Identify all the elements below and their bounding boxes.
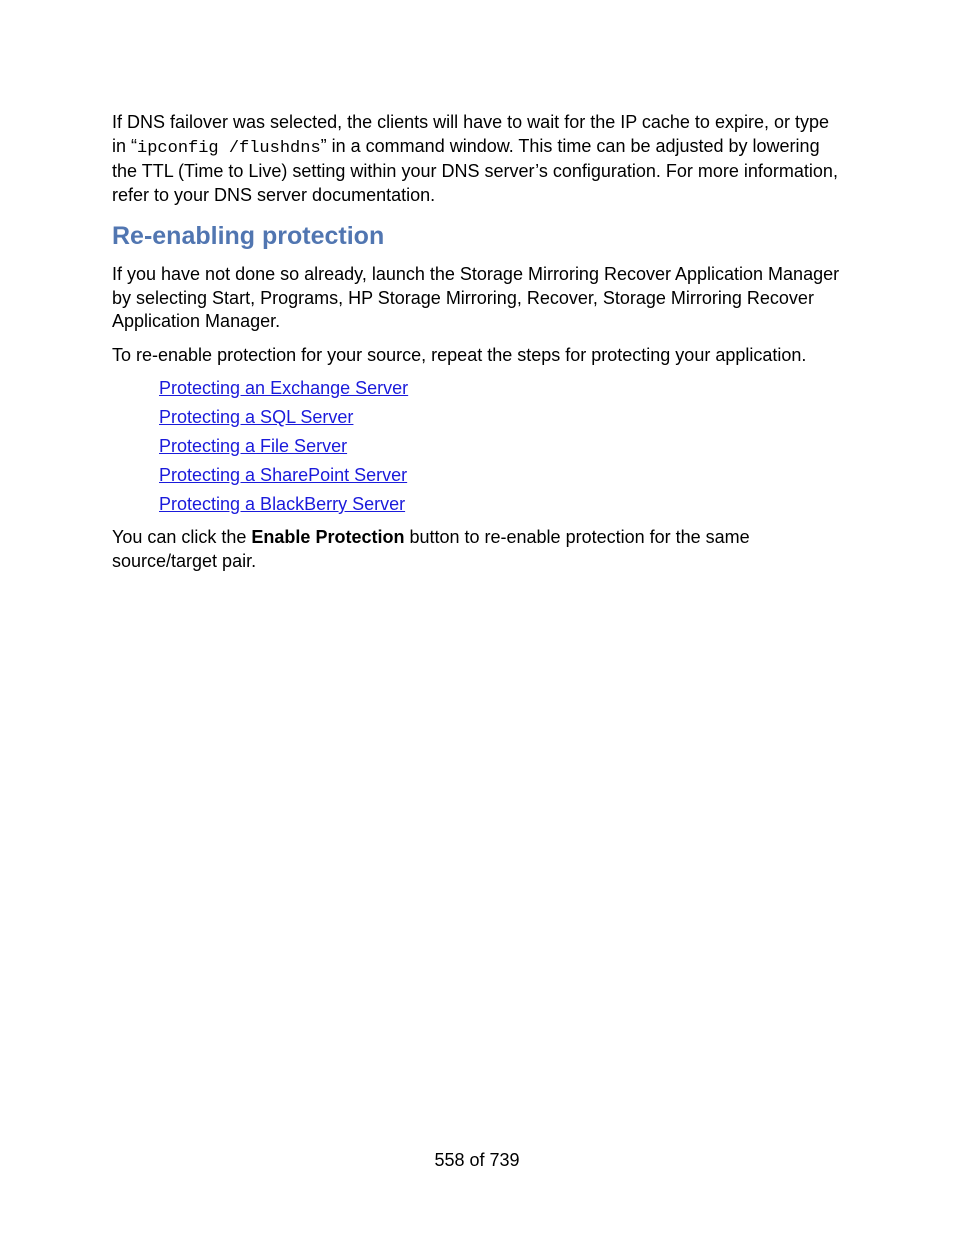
launch-paragraph: If you have not done so already, launch the Storage Mirroring Recover Application Manager by selecting Start, Programs, HP Storage Mirroring, Recover, Storage Mirroring Recover Application Manager.: [112, 264, 840, 331]
page-number: 558 of 739: [434, 1150, 520, 1170]
link-protecting-sql-server[interactable]: Protecting a SQL Server: [159, 407, 354, 427]
enable-protection-paragraph: [112, 526, 847, 573]
paragraph-text: ” in a command window. This time can be adjusted by lowering the TTL (Time to Live) setting within your DNS server’s configuration. For more information, refer to your DNS server documentation.: [112, 135, 838, 205]
command-code: ipconfig /flushdns: [137, 138, 321, 158]
link-protecting-exchange-server[interactable]: Protecting an Exchange Server: [159, 378, 409, 398]
list-item: [159, 377, 847, 406]
list-item: [159, 493, 847, 522]
page-content: [112, 111, 847, 573]
dns-failover-paragraph: [112, 111, 847, 207]
paragraph-text: button to re-enable protection for the same source/target pair.: [112, 527, 750, 571]
list-item: [159, 406, 847, 435]
list-item: [159, 464, 847, 493]
link-protecting-file-server[interactable]: Protecting a File Server: [159, 436, 348, 456]
section-heading: Re-enabling protection: [112, 222, 385, 250]
list-item: [159, 435, 847, 464]
link-protecting-sharepoint-server[interactable]: Protecting a SharePoint Server: [159, 465, 408, 485]
paragraph-text: You can click the: [112, 527, 252, 547]
reenable-paragraph: To re-enable protection for your source, repeat the steps for protecting your application.: [112, 344, 807, 365]
paragraph-text: If DNS failover was selected, the clients will have to wait for the IP cache to expire, or type in “: [112, 112, 830, 156]
enable-protection-label: Enable Protection: [251, 527, 405, 547]
protection-links-list: [112, 377, 847, 522]
link-protecting-blackberry-server[interactable]: Protecting a BlackBerry Server: [159, 494, 406, 514]
